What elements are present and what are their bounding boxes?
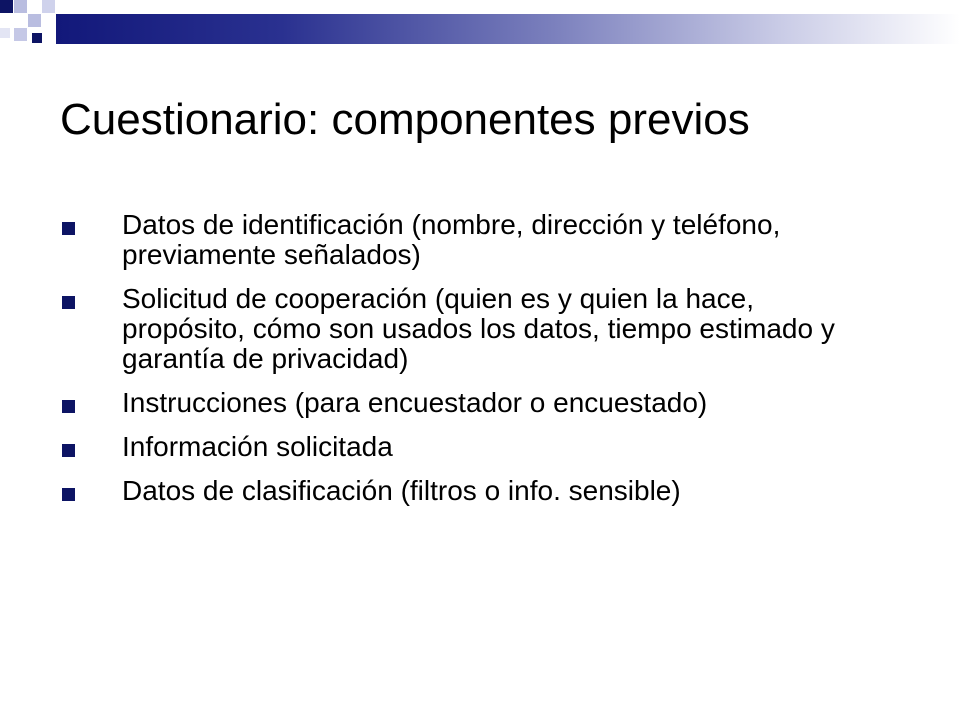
- list-item: [60, 432, 880, 462]
- decorative-square: [14, 28, 27, 41]
- decorative-square: [28, 14, 41, 27]
- list-item: [60, 284, 880, 374]
- square-bullet-icon: [62, 444, 75, 457]
- list-item-text: Información solicitada: [122, 431, 393, 462]
- header-gradient-bar: [56, 14, 960, 44]
- square-bullet-icon: [62, 296, 75, 309]
- square-bullet-icon: [62, 488, 75, 501]
- list-item-text: Solicitud de cooperación (quien es y quien la hace, propósito, cómo son usados los datos, tiempo estimado y garantía de privacidad): [122, 283, 835, 374]
- list-item: [60, 388, 880, 418]
- slide-title: Cuestionario: componentes previos: [60, 95, 750, 144]
- square-bullet-icon: [62, 400, 75, 413]
- list-item-text: Instrucciones (para encuestador o encuestado): [122, 387, 708, 418]
- decorative-square: [14, 0, 27, 13]
- bullet-list: [60, 210, 880, 520]
- list-item-text: Datos de identificación (nombre, dirección y teléfono, previamente señalados): [122, 209, 781, 270]
- decorative-square: [0, 0, 13, 13]
- list-item: [60, 476, 880, 506]
- list-item: [60, 210, 880, 270]
- square-bullet-icon: [62, 222, 75, 235]
- decorative-square: [32, 33, 42, 43]
- decorative-square: [0, 28, 10, 38]
- decorative-square: [42, 0, 55, 13]
- list-item-text: Datos de clasificación (filtros o info. sensible): [122, 475, 681, 506]
